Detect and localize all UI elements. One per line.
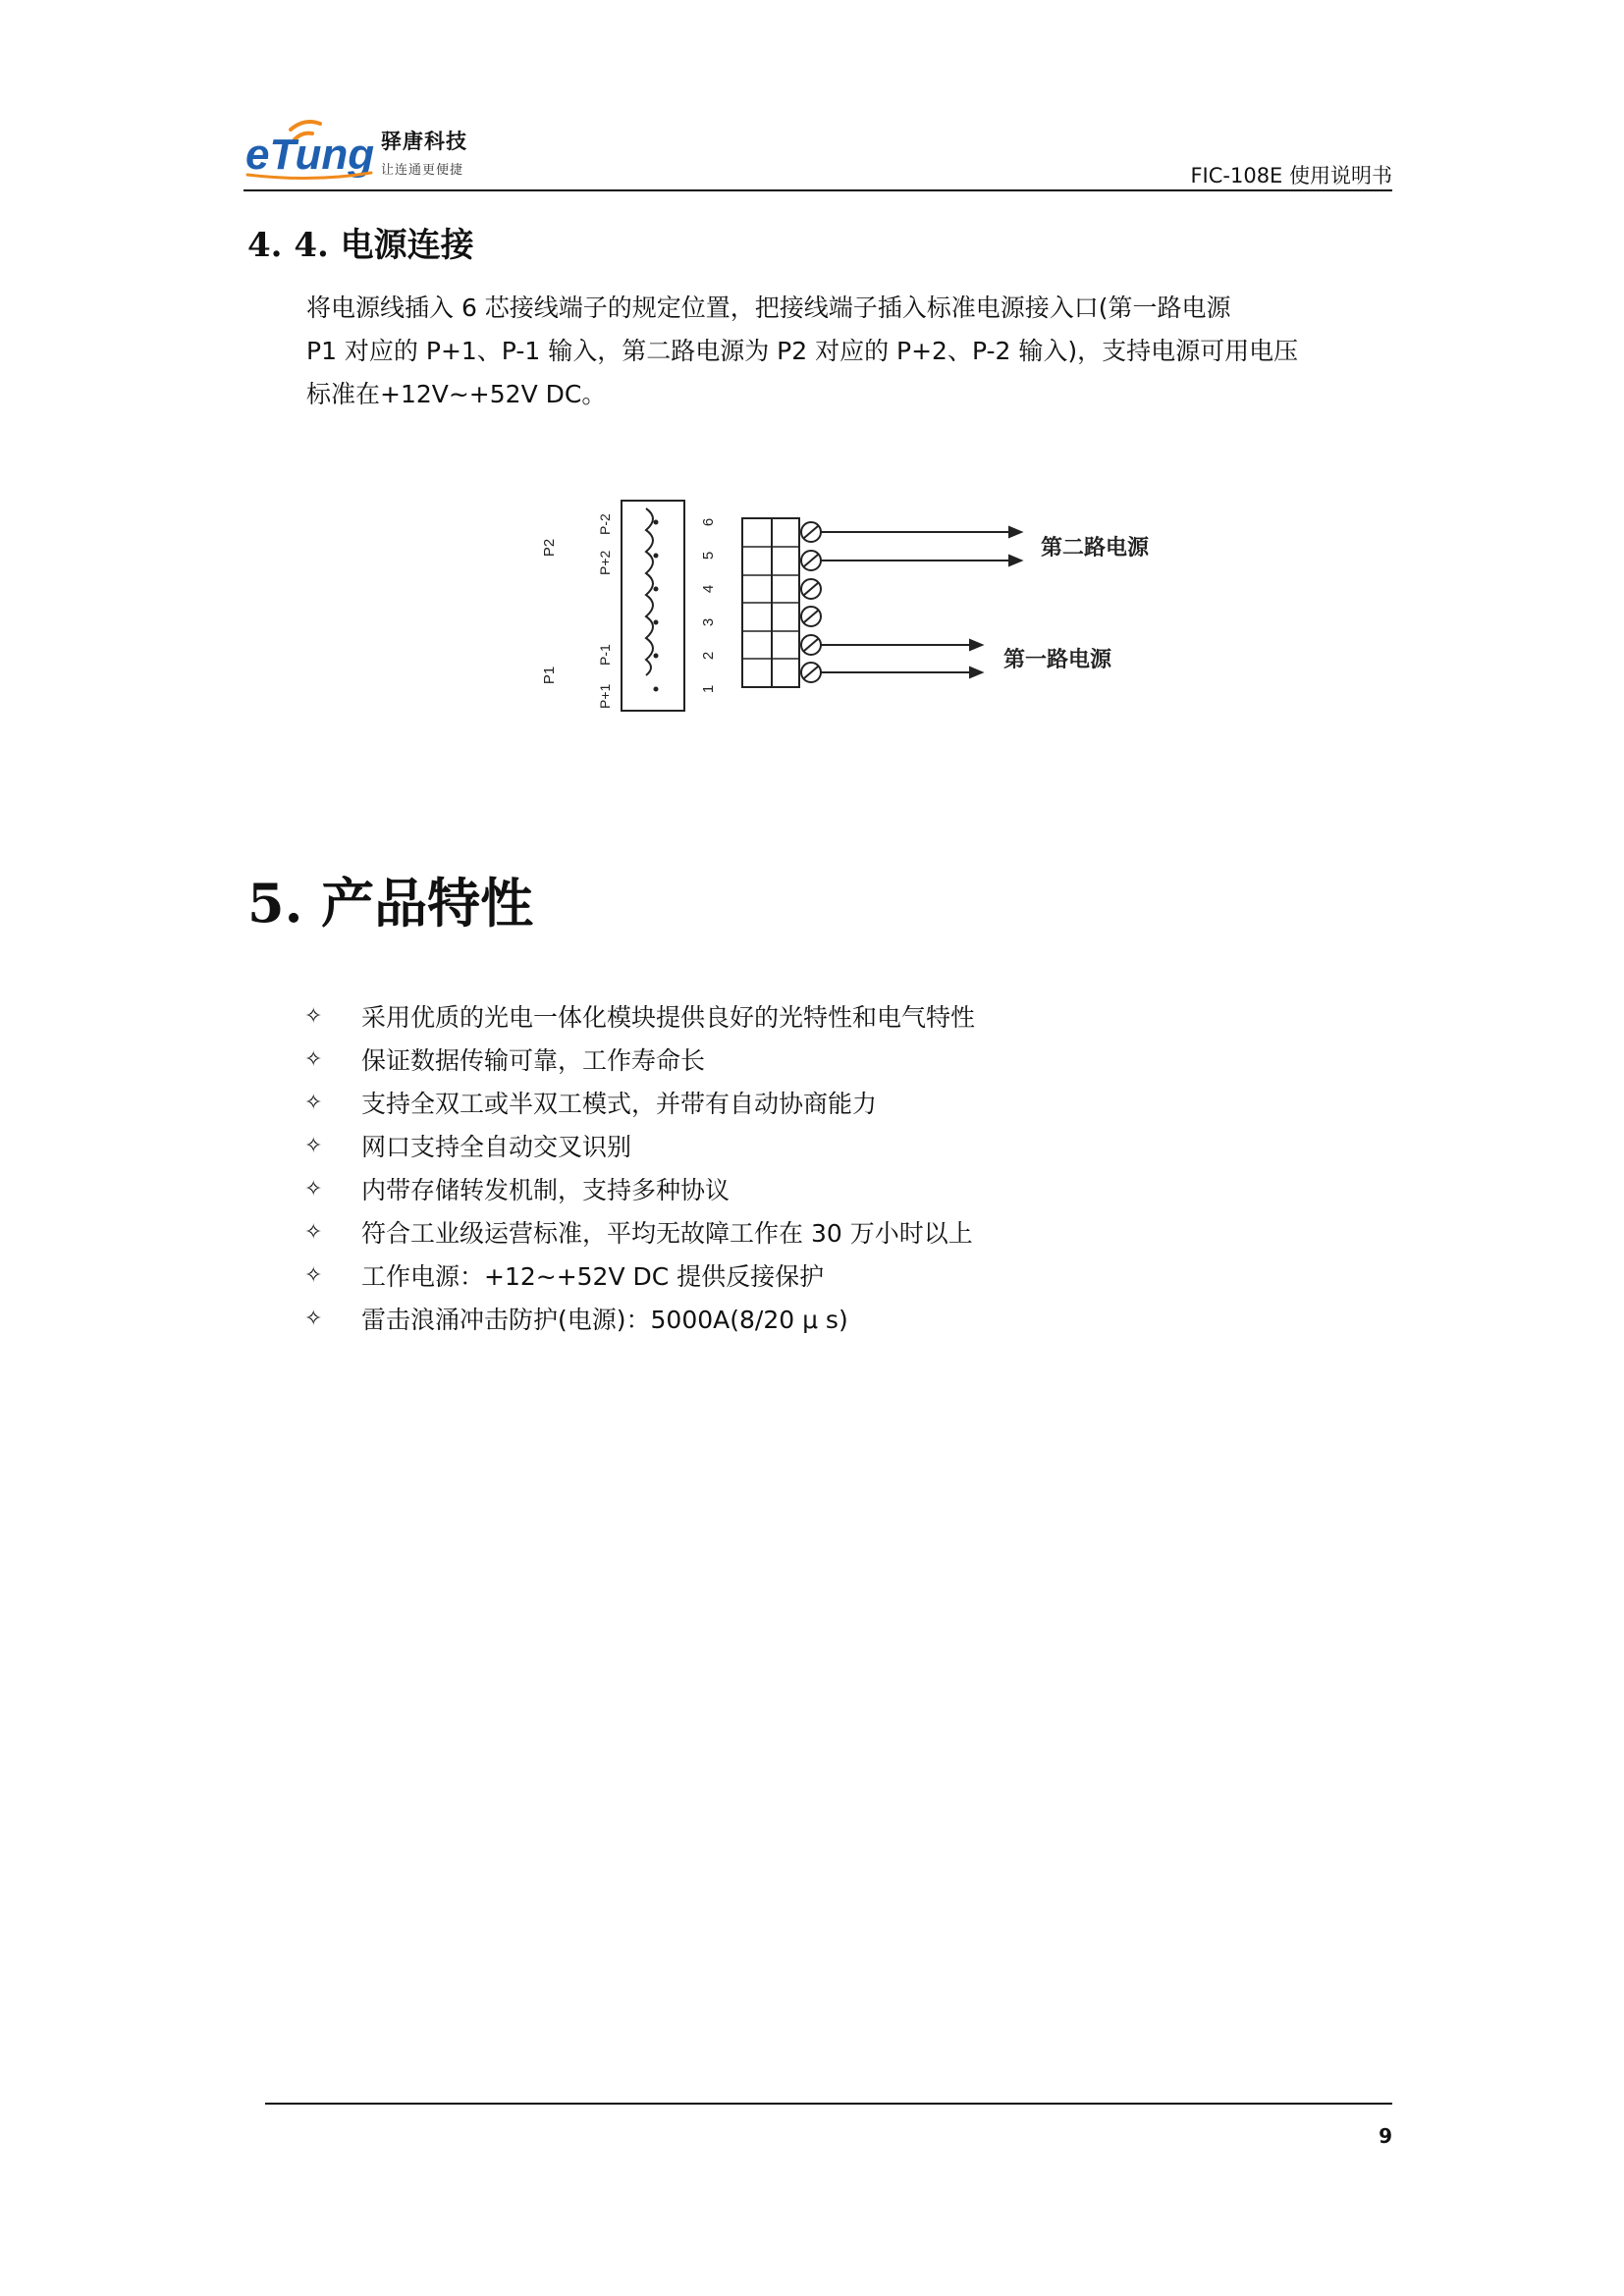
feature-text: 采用优质的光电一体化模块提供良好的光特性和电气特性 (361, 1003, 976, 1032)
list-item (304, 1210, 1384, 1254)
pin-label-p+2: P+2 (597, 550, 613, 575)
logo-brand-text: eTung (245, 131, 375, 179)
feature-text: 保证数据传输可靠，工作寿命长 (361, 1046, 706, 1075)
list-item (304, 994, 1384, 1038)
pin-dot (654, 687, 659, 692)
list-item (304, 1038, 1384, 1081)
page-number: 9 (1379, 2124, 1392, 2148)
diamond-bullet-icon: ✧ (304, 1046, 323, 1072)
pin-number-6: 6 (700, 517, 717, 527)
pin-dot (654, 620, 659, 625)
footer-divider (265, 2103, 1392, 2105)
paragraph-line: 标准在+12V~+52V DC。 (306, 380, 607, 408)
pin-label-p+1: P+1 (597, 683, 613, 709)
list-item (304, 1124, 1384, 1167)
pin-number-3: 3 (700, 617, 717, 627)
feature-text: 雷击浪涌冲击防护(电源)：5000A(8/20 μ s) (361, 1306, 848, 1334)
pin-number-1: 1 (700, 684, 717, 694)
terminal-screws (801, 522, 821, 682)
diamond-bullet-icon: ✧ (304, 1133, 323, 1158)
feature-text: 网口支持全自动交叉识别 (361, 1133, 632, 1161)
diamond-bullet-icon: ✧ (304, 1090, 323, 1115)
document-title: FIC-108E 使用说明书 (1190, 164, 1392, 187)
feature-text: 支持全双工或半双工模式，并带有自动协商能力 (361, 1090, 878, 1118)
diamond-bullet-icon: ✧ (304, 1176, 323, 1201)
feature-text: 符合工业级运营标准，平均无故障工作在 30 万小时以上 (361, 1219, 973, 1248)
pin-number-4: 4 (700, 584, 717, 594)
diamond-bullet-icon: ✧ (304, 1219, 323, 1245)
pin-dot (654, 654, 659, 659)
pin-number-2: 2 (700, 651, 717, 661)
header-divider (244, 189, 1392, 191)
power-paragraph (306, 287, 1396, 416)
power-terminal-diagram (530, 481, 1218, 736)
wire-arrows (821, 527, 1021, 677)
signal-arc-2 (291, 122, 320, 130)
group-label-p1: P1 (541, 666, 558, 685)
paragraph-line: 将电源线插入 6 芯接线端子的规定位置，把接线端子插入标准电源接入口(第一路电源 (306, 294, 1231, 322)
list-item (304, 1167, 1384, 1210)
pin-label-p-1: P-1 (597, 644, 613, 666)
group-label-p2: P2 (541, 538, 558, 558)
feature-list (304, 994, 1384, 1340)
section-heading-power: 4. 4. 电源连接 (247, 226, 474, 265)
list-item (304, 1297, 1384, 1340)
pin-dot (654, 587, 659, 592)
section-heading-features: 5. 产品特性 (247, 872, 534, 934)
feature-text: 内带存储转发机制，支持多种协议 (361, 1176, 731, 1204)
pin-dot (654, 554, 659, 559)
pin-label-p-2: P-2 (597, 513, 613, 535)
diamond-bullet-icon: ✧ (304, 1262, 323, 1288)
label-first-power: 第一路电源 (1003, 647, 1112, 672)
paragraph-line: P1 对应的 P+1、P-1 输入，第二路电源为 P2 对应的 P+2、P-2 输入)，支持电源可用电压 (306, 337, 1299, 365)
logo-text-block (381, 126, 467, 178)
feature-text: 工作电源：+12~+52V DC 提供反接保护 (361, 1262, 825, 1291)
logo-slogan: 让连通更便捷 (381, 163, 464, 178)
diamond-bullet-icon: ✧ (304, 1003, 323, 1029)
connector-wave (646, 508, 653, 675)
list-item (304, 1254, 1384, 1297)
diamond-bullet-icon: ✧ (304, 1306, 323, 1331)
pin-dot (654, 520, 659, 525)
list-item (304, 1081, 1384, 1124)
label-second-power: 第二路电源 (1041, 535, 1150, 561)
logo-company-name: 驿唐科技 (381, 129, 467, 153)
pin-number-5: 5 (700, 551, 717, 561)
